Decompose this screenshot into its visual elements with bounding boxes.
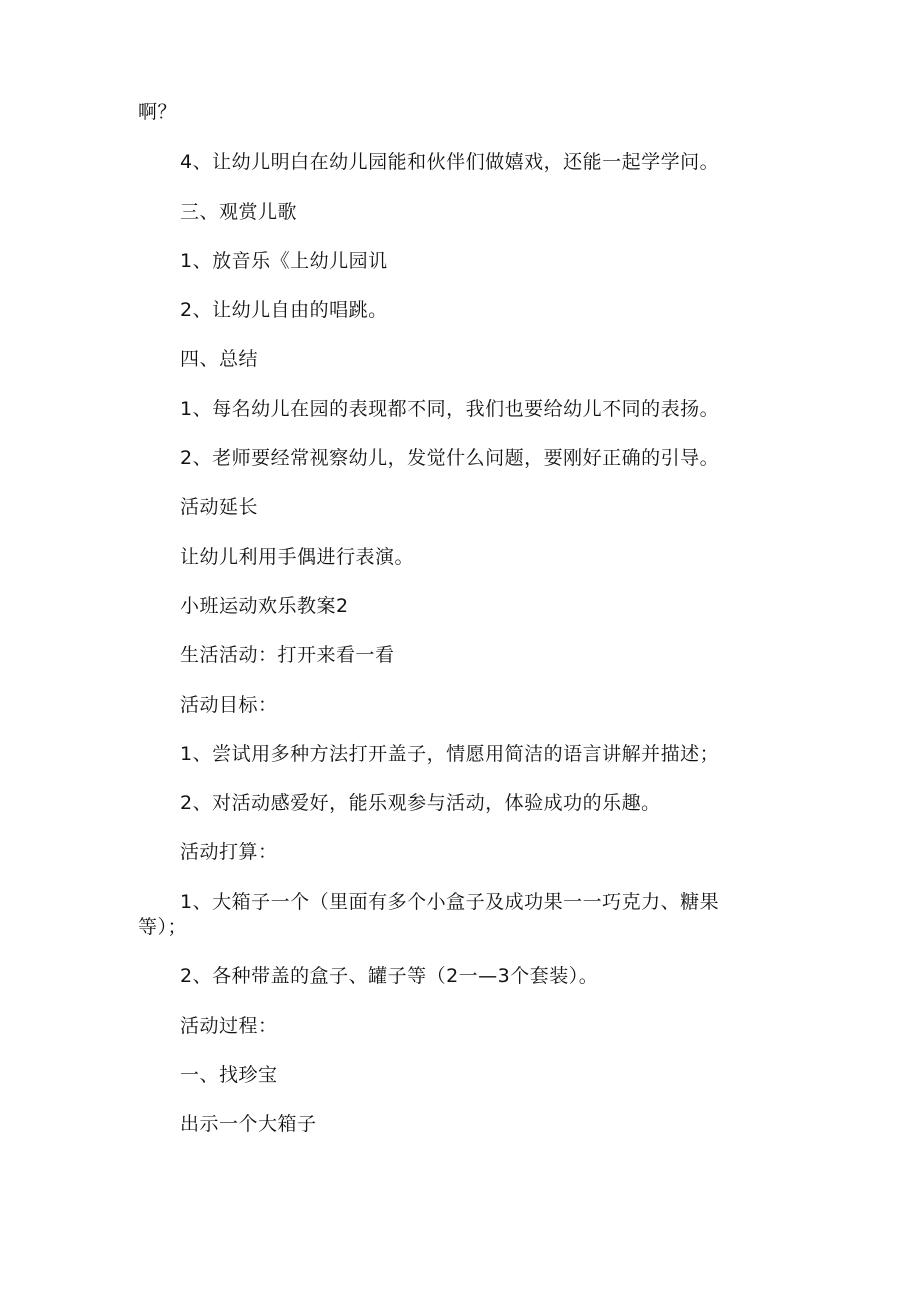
paragraph-line: 让幼儿利用手偶进行表演。 [180, 546, 415, 568]
section-heading: 一、找珍宝 [180, 1064, 278, 1086]
paragraph-line: 1、尝试用多种方法打开盖子，情愿用简洁的语言讲解并描述； [180, 743, 720, 765]
section-heading: 生活活动：打开来看一看 [180, 644, 395, 666]
paragraph-line: 4、让幼儿明白在幼儿园能和伙伴们做嬉戏，还能一起学学问。 [180, 151, 720, 173]
section-heading: 活动过程： [180, 1015, 278, 1037]
paragraph-line: 出示一个大箱子 [180, 1113, 317, 1135]
document-title: 小班运动欢乐教案2 [180, 595, 349, 617]
paragraph-line: 2、对活动感爱好，能乐观参与活动，体验成功的乐趣。 [180, 792, 661, 814]
section-heading: 四、总结 [180, 348, 259, 370]
section-heading: 活动打算： [180, 841, 278, 863]
paragraph-line: 1、每名幼儿在园的表现都不同，我们也要给幼儿不同的表扬。 [180, 398, 720, 420]
section-heading: 活动目标： [180, 694, 278, 716]
paragraph-line: 1、放音乐《上幼儿园讥 [180, 250, 388, 272]
section-heading: 三、观赏儿歌 [180, 201, 298, 223]
paragraph-line: 2、各种带盖的盒子、罐子等（2一—3个套装）。 [180, 965, 599, 987]
paragraph-line: 2、让幼儿自由的唱跳。 [180, 299, 388, 321]
paragraph-line: 等）； [138, 916, 188, 938]
paragraph-line: 2、老师要经常视察幼儿，发觉什么问题，要刚好正确的引导。 [180, 447, 720, 469]
paragraph-line: 啊？ [138, 101, 178, 123]
paragraph-line: 1、大箱子一个（里面有多个小盒子及成功果一一巧克力、糖果 [180, 891, 720, 913]
section-heading: 活动延长 [180, 496, 259, 518]
